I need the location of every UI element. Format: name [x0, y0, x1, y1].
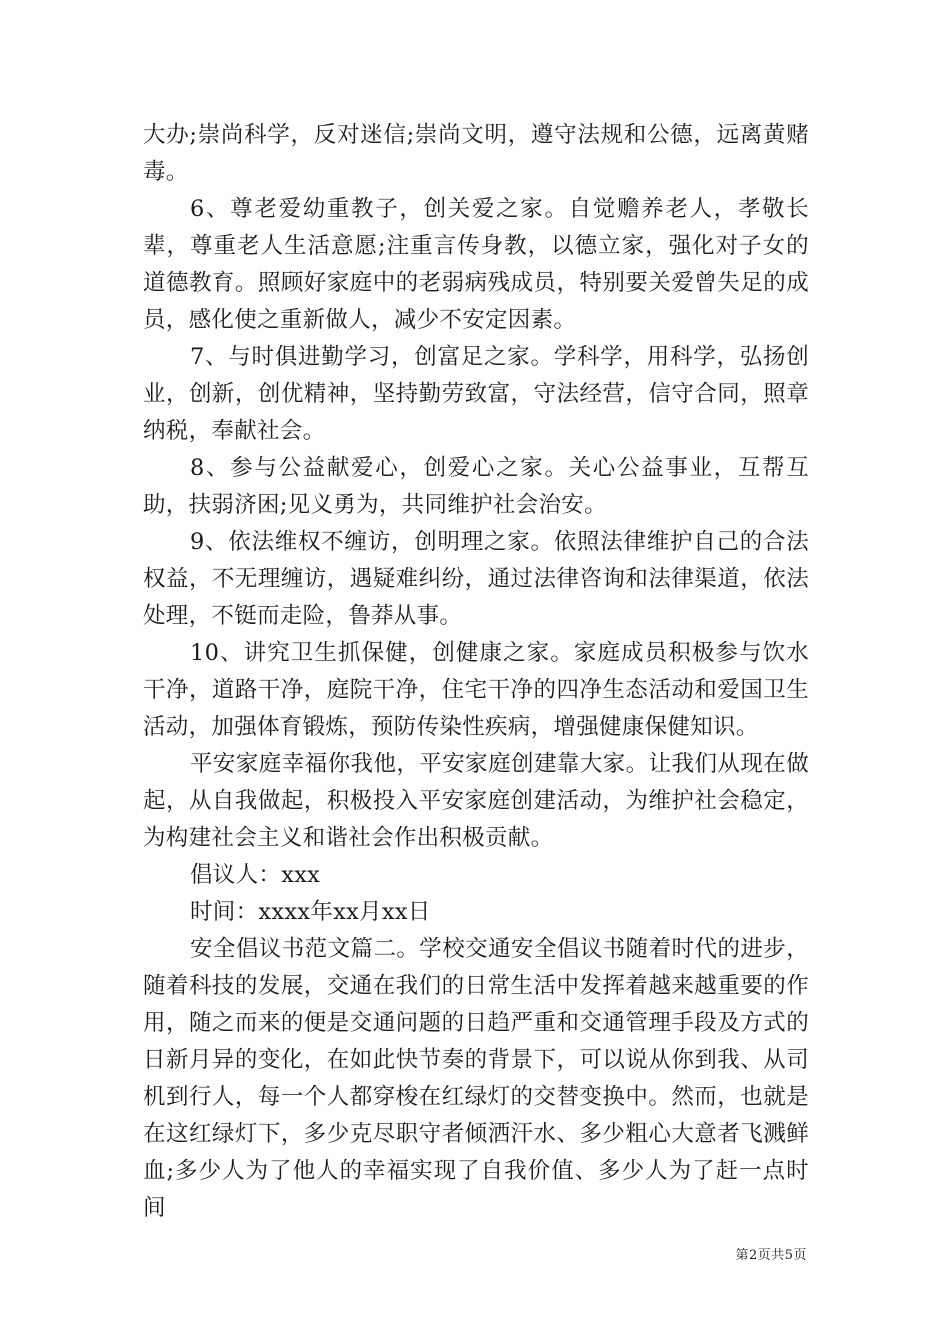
paragraph-continuation: 大办;崇尚科学，反对迷信;崇尚文明，遵守法规和公德，远离黄赌毒。 — [143, 122, 809, 185]
date-line: 时间：xxxx年xx月xx日 — [190, 899, 431, 925]
paragraph-item-10: 10、讲究卫生抓保健，创健康之家。家庭成员积极参与饮水干净，道路干净，庭院干净，住宅干净的四净生态活动和爱国卫生活动，加强体育锻炼，预防传染性疾病，增强健康保健知识。 — [143, 640, 809, 740]
paragraph-item-9: 9、依法维权不缠访，创明理之家。依照法律维护自己的合法权益，不无理缠访，遇疑难纠纷，通过法律咨询和法律渠道，依法处理，不铤而走险，鲁莽从事。 — [143, 529, 809, 629]
paragraph-closing: 平安家庭幸福你我他，平安家庭创建靠大家。让我们从现在做起，从自我做起，积极投入平安家庭创建活动，为维护社会稳定，为构建社会主义和谐社会作出积极贡献。 — [143, 751, 809, 851]
paragraph-article-two: 安全倡议书范文篇二。学校交通安全倡议书随着时代的进步，随着科技的发展，交通在我们的日常生活中发挥着越来越重要的作用，随之而来的便是交通问题的日趋严重和交通管理手段及方式的日新月异的变化，在如此快节奏的背景下，可以说从你到我、从司机到行人，每一个人都穿梭在红绿灯的交替变换中。然而，也就是在这红绿灯下，多少克尽职守者倾洒汗水、多少粗心大意者飞溅鲜血;多少人为了他人的幸福实现了自我价值、多少人为了赶一点时间 — [143, 936, 809, 1221]
document-body — [143, 117, 809, 1227]
paragraph-item-6: 6、尊老爱幼重教子，创关爱之家。自觉赡养老人，孝敬长辈，尊重老人生活意愿;注重言传身教，以德立家，强化对子女的道德教育。照顾好家庭中的老弱病残成员，特别要关爱曾失足的成员，感化使之重新做人，减少不安定因素。 — [143, 196, 809, 333]
paragraph-item-7: 7、与时俱进勤学习，创富足之家。学科学，用科学，弘扬创业，创新，创优精神，坚持勤劳致富，守法经营，信守合同，照章纳税，奉献社会。 — [143, 344, 809, 444]
page-number-footer: 第2页共5页 — [735, 1248, 807, 1263]
paragraph-item-8: 8、参与公益献爱心，创爱心之家。关心公益事业，互帮互助，扶弱济困;见义勇为，共同维护社会治安。 — [143, 455, 809, 518]
initiator-line: 倡议人：xxx — [190, 862, 321, 888]
